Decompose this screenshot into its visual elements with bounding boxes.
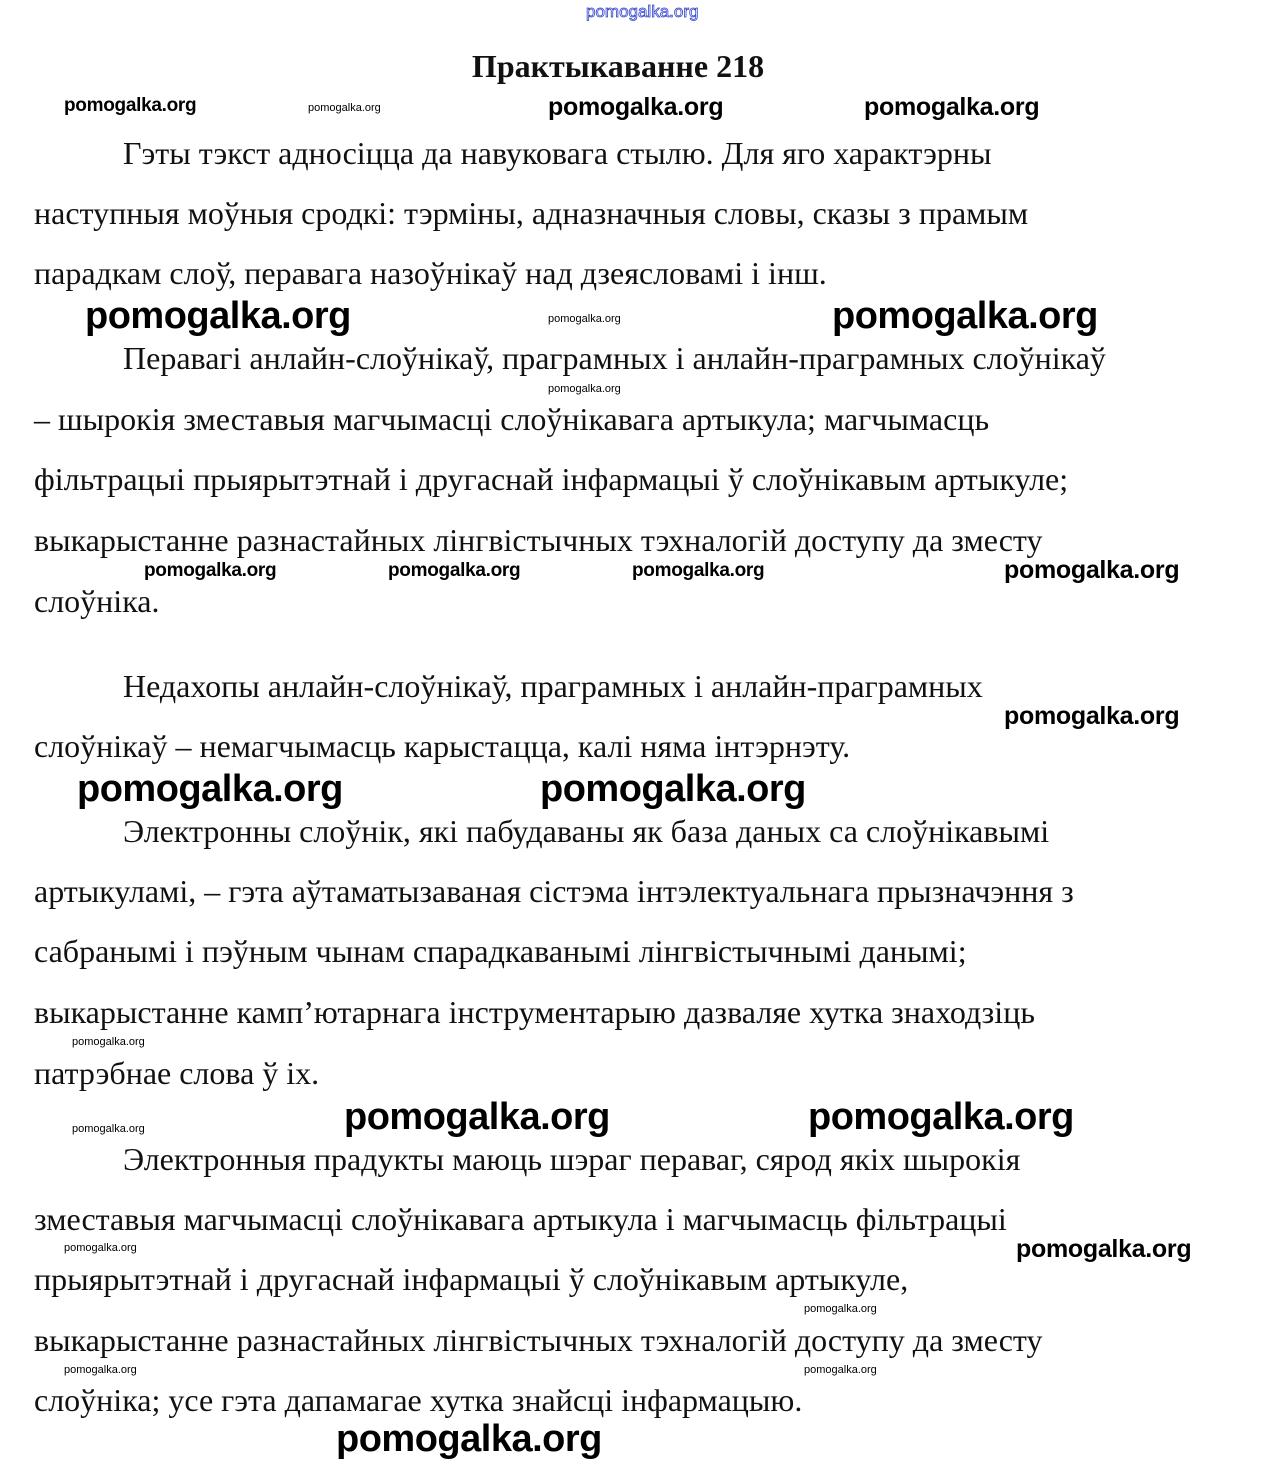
text-line: выкарыстанне камп’ютарнага інструментарыю дазваляе хутка знаходзіць [34, 994, 1035, 1030]
watermark: pomogalka.org [344, 1096, 610, 1138]
watermark: pomogalka.org [548, 383, 621, 395]
text-line: слоўніка; усе гэта дапамагае хутка знайсці інфармацыю. [34, 1382, 803, 1418]
watermark: pomogalka.org [72, 1036, 145, 1048]
text-line: выкарыстанне разнастайных лінгвістычных тэхналогій доступу да зместу [34, 522, 1043, 558]
text-line: парадкам слоў, перавага назоўнікаў над дзеясловамі і інш. [34, 255, 827, 291]
watermark: pomogalka.org [388, 560, 521, 581]
text-line: фільтрацыі прыярытэтнай і другаснай інфармацыі ў слоўнікавым артыкуле; [34, 461, 1069, 497]
text-line: Электронныя прадукты маюць шэраг пераваг, сярод якіх шырокія [123, 1141, 1021, 1177]
watermark: pomogalka.org [808, 1096, 1074, 1138]
watermark: pomogalka.org [64, 1364, 137, 1376]
watermark: pomogalka.org [64, 95, 197, 116]
watermark: pomogalka.org [804, 1303, 877, 1315]
watermark: pomogalka.org [1004, 702, 1180, 730]
text-line: патрэбнае слова ў іх. [34, 1055, 320, 1091]
watermark: pomogalka.org [144, 560, 277, 581]
watermark: pomogalka.org [72, 1123, 145, 1135]
watermark: pomogalka.org [804, 1364, 877, 1376]
text-line: слоўнікаў – немагчымасць карыстацца, калі няма інтэрнэту. [34, 728, 851, 764]
text-line: наступныя моўныя сродкі: тэрміны, адназначныя словы, сказы з прамым [34, 195, 1029, 231]
text-line: Электронны слоўнік, які пабудаваны як база даных са слоўнікавымі [123, 813, 1050, 849]
text-line: выкарыстанне разнастайных лінгвістычных тэхналогій доступу да зместу [34, 1322, 1043, 1358]
watermark: pomogalka.org [540, 768, 806, 810]
text-line: сабранымі і пэўным чынам спарадкаванымі лінгвістычнымі данымі; [34, 933, 967, 969]
text-line: – шырокія зместавыя магчымасці слоўнікавага артыкула; магчымасць [34, 401, 990, 437]
page-title: Практыкаванне 218 [471, 48, 765, 84]
watermark: pomogalka.org [1004, 556, 1180, 584]
watermark: pomogalka.org [632, 560, 765, 581]
text-line: Перавагі анлайн-слоўнікаў, праграмных і анлайн-праграмных слоўнікаў [123, 340, 1106, 376]
watermark: pomogalka.org [308, 102, 381, 114]
text-line: зместавыя магчымасці слоўнікавага артыкула і магчымасць фільтрацыі [34, 1201, 1007, 1237]
text-line: артыкуламі, – гэта аўтаматызаваная сістэма інтэлектуальнага прызначэння з [34, 873, 1074, 909]
text-line: Недахопы анлайн-слоўнікаў, праграмных і анлайн-праграмных [123, 668, 983, 704]
text-line: прыярытэтнай і другаснай інфармацыі ў слоўнікавым артыкуле, [34, 1261, 909, 1297]
watermark: pomogalka.org [864, 93, 1040, 121]
site-link[interactable]: pomogalka.org [586, 2, 699, 21]
text-line: слоўніка. [34, 583, 160, 619]
watermark: pomogalka.org [832, 295, 1098, 337]
watermark: pomogalka.org [85, 295, 351, 337]
watermark: pomogalka.org [77, 768, 343, 810]
watermark: pomogalka.org [548, 313, 621, 325]
watermark: pomogalka.org [548, 93, 724, 121]
text-line: Гэты тэкст адносіцца да навуковага стылю. Для яго характэрны [123, 135, 992, 171]
watermark: pomogalka.org [64, 1242, 137, 1254]
watermark: pomogalka.org [1016, 1235, 1192, 1263]
watermark: pomogalka.org [336, 1418, 602, 1460]
